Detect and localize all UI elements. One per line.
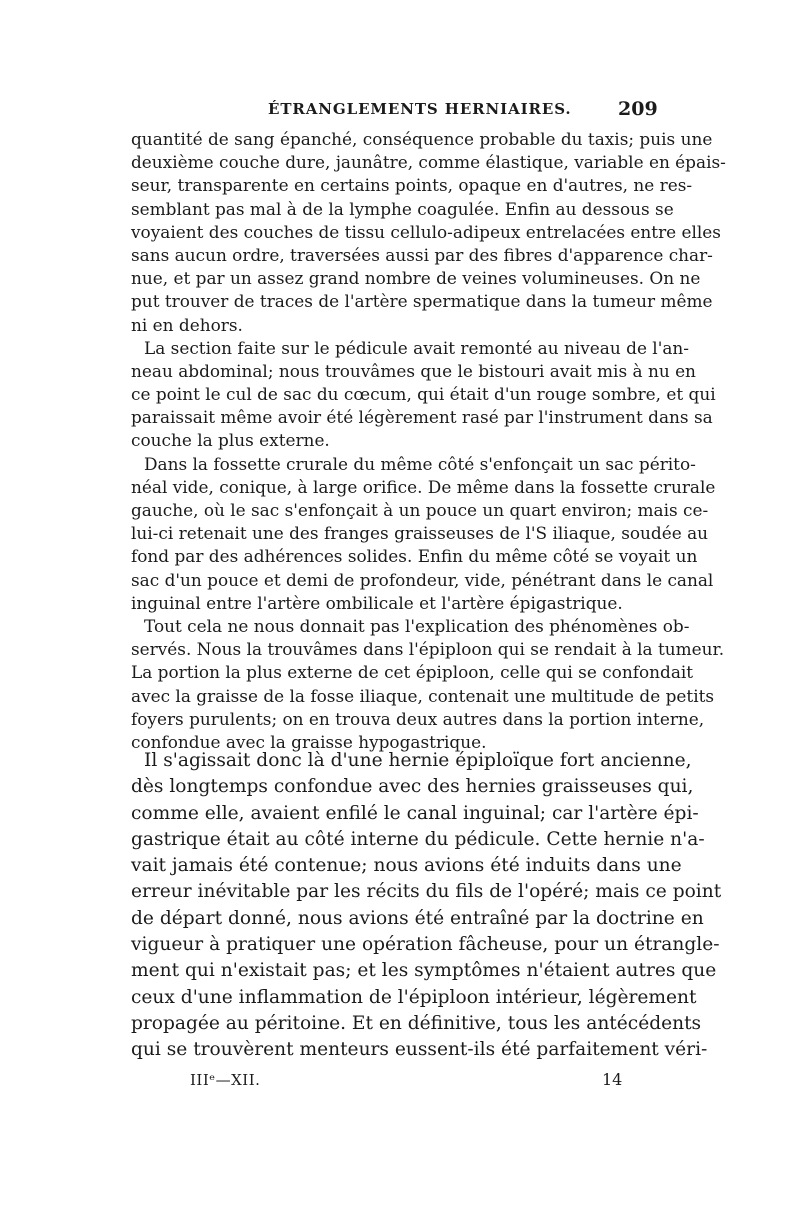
- text-line: voyaient des couches de tissu cellulo-adipeux entrelacées entre elles: [131, 221, 721, 242]
- text-line: confondue avec la graisse hypogastrique.: [131, 731, 487, 752]
- text-line: erreur inévitable par les récits du fils de l'opéré; mais ce point: [131, 881, 722, 903]
- page-number: 209: [618, 98, 658, 120]
- text-line: qui se trouvèrent menteurs eussent-ils été parfaitement véri-: [131, 1039, 708, 1061]
- text-line: vigueur à pratiquer une opération fâcheuse, pour un étrangle-: [131, 934, 720, 956]
- text-line: gauche, où le sac s'enfonçait à un pouce un quart environ; mais ce-: [131, 500, 709, 520]
- text-line: néal vide, conique, à large orifice. De même dans la fossette crurale: [131, 476, 716, 497]
- text-line: comme elle, avaient enfilé le canal inguinal; car l'artère épi-: [131, 802, 699, 824]
- text-line: dès longtemps confondue avec des hernies graisseuses qui,: [131, 776, 694, 798]
- text-line: deuxième couche dure, jaunâtre, comme élastique, variable en épais-: [131, 152, 726, 173]
- text-line: avec la graisse de la fosse iliaque, contenait une multitude de petits: [131, 685, 715, 706]
- text-line: put trouver de traces de l'artère spermatique dans la tumeur même: [131, 291, 713, 312]
- text-line: vait jamais été contenue; nous avions été induits dans une: [131, 855, 682, 877]
- text-line: de départ donné, nous avions été entraîné par la doctrine en: [131, 907, 704, 929]
- text-line: seur, transparente en certains points, opaque en d'autres, ne res-: [131, 175, 693, 196]
- text-line: neau abdominal; nous trouvâmes que le bistouri avait mis à nu en: [131, 360, 696, 381]
- text-line: Il s'agissait donc là d'une hernie épiploïque fort ancienne,: [144, 750, 692, 771]
- text-line: gastrique était au côté interne du pédicule. Cette hernie n'a-: [131, 828, 705, 850]
- text-line: fond par des adhérences solides. Enfin du même côté se voyait un: [131, 546, 698, 567]
- text-line: sac d'un pouce et demi de profondeur, vide, pénétrant dans le canal: [131, 569, 714, 590]
- text-line: sans aucun ordre, traversées aussi par des fibres d'apparence char-: [131, 244, 713, 265]
- text-line: nue, et par un assez grand nombre de veines volumineuses. On ne: [131, 268, 701, 289]
- text-line: propagée au péritoine. Et en définitive, tous les antécédents: [131, 1012, 702, 1034]
- body-text-large: [131, 748, 722, 1064]
- text-line: Dans la fossette crurale du même côté s'enfonçait un sac périto-: [144, 453, 696, 474]
- body-text-small: [131, 128, 726, 754]
- text-line: quantité de sang épanché, conséquence probable du taxis; puis une: [131, 129, 713, 149]
- text-line: paraissait même avoir été légèrement rasé par l'instrument dans sa: [131, 407, 713, 428]
- running-title: ÉTRANGLEMENTS HERNIAIRES.: [268, 100, 572, 118]
- signature-mark: IIIᵉ—XII.: [190, 1071, 261, 1089]
- text-line: couche la plus externe.: [131, 430, 330, 451]
- text-line: ce point le cul de sac du cœcum, qui était d'un rouge sombre, et qui: [131, 384, 716, 405]
- text-line: ni en dehors.: [131, 314, 243, 335]
- text-line: ceux d'une inflammation de l'épiploon intérieur, légèrement: [131, 986, 697, 1008]
- text-line: foyers purulents; on en trouva deux autres dans la portion interne,: [131, 708, 705, 729]
- text-line: La portion la plus externe de cet épiploon, celle qui se confondait: [131, 662, 694, 683]
- text-line: servés. Nous la trouvâmes dans l'épiploon qui se rendait à la tumeur.: [131, 639, 725, 660]
- signature-number: 14: [602, 1070, 623, 1089]
- text-line: lui-ci retenait une des franges graisseuses de l'S iliaque, soudée au: [131, 523, 709, 544]
- text-line: ment qui n'existait pas; et les symptômes n'étaient autres que: [131, 960, 717, 982]
- text-line: inguinal entre l'artère ombilicale et l'artère épigastrique.: [131, 592, 623, 613]
- text-line: Tout cela ne nous donnait pas l'explication des phénomènes ob-: [144, 615, 690, 636]
- text-line: La section faite sur le pédicule avait remonté au niveau de l'an-: [144, 337, 690, 358]
- text-line: semblant pas mal à de la lymphe coagulée. Enfin au dessous se: [131, 198, 674, 219]
